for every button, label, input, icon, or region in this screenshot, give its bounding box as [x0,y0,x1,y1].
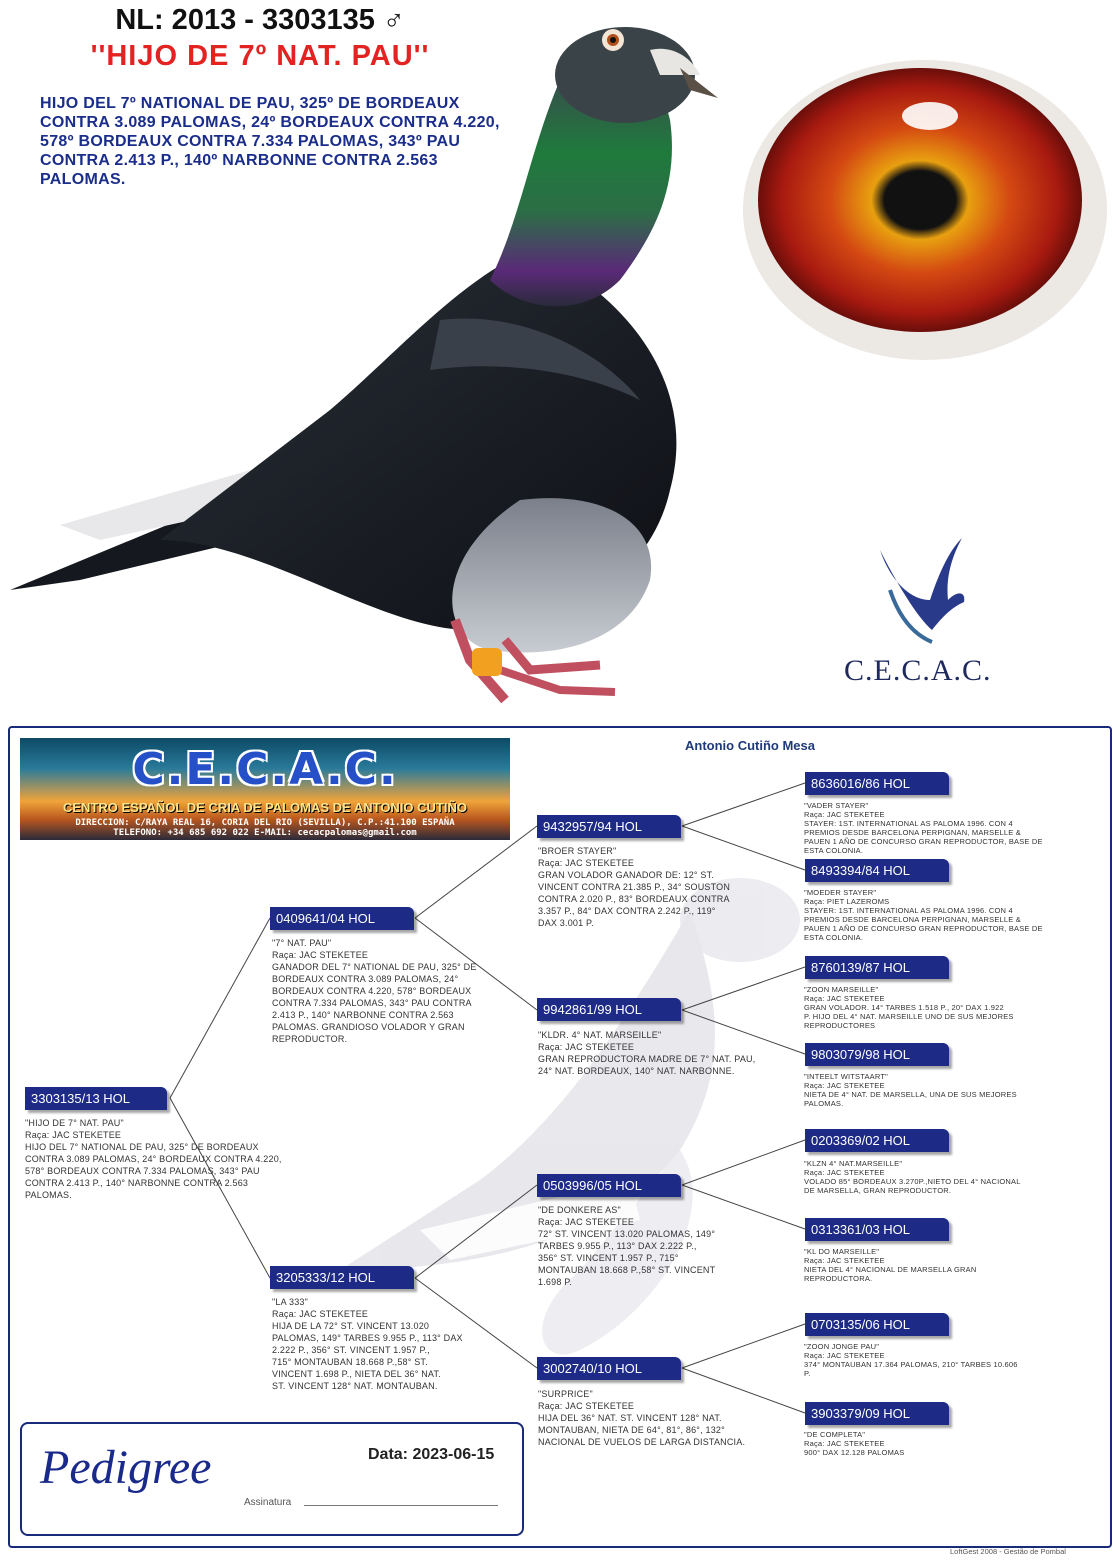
signature-line [304,1505,498,1506]
pedigree-node-mm[interactable]: 3002740/10 HOL [537,1357,681,1380]
pedigree-node-fmf[interactable]: 8760139/87 HOL [805,956,949,979]
pigeon-name-title: ''HIJO DE 7º NAT. PAU'' [90,40,430,72]
brand-logo-text: C.E.C.A.C. [844,654,992,687]
pedigree-node-mf[interactable]: 0503996/05 HOL [537,1174,681,1197]
pigeon-ring-title: NL: 2013 - 3303135 ♂ [115,4,405,36]
pedigree-text-mf: "DE DONKERE AS" Raça: JAC STEKETEE 72° ST. VINCENT 13.020 PALOMAS, 149° TARBES 9.955 P., 113° DAX 2.222 P., 356° ST. VINCENT 1.957 P., 715° MONTAUBAN 18.668 P.,58° ST. VINCENT 1.698 P. [538,1205,716,1287]
pedigree-text-mother: "LA 333" Raça: JAC STEKETEE HIJA DE LA 72° ST. VINCENT 13.020 PALOMAS, 149° TARBES 9.955 P., 113° DAX 2.222 P., 356° ST. VINCENT 1.957 P., 715° MONTAUBAN 18.668 P.,58° ST. VINCENT 1.698 P., NIETA DEL 36° NAT. ST. VINCENT 128° NAT. MONTAUBAN. [272,1297,463,1391]
pedigree-text-ff: "BROER STAYER" Raça: JAC STEKETEE GRAN VOLADOR GANADOR DE: 12° ST. VINCENT CONTRA 21.385 P., 34° SOUSTON CONTRA 2.020 P., 83° BORDEAUX CONTRA 3.357 P., 84° DAX CONTRA 2.242 P., 119° DAX 3.001 P. [538,846,731,928]
owner-name: Antonio Cutiño Mesa [685,738,815,753]
pedigree-text-fm: "KLDR. 4° NAT. MARSEILLE" Raça: JAC STEKETEE GRAN REPRODUCTORA MADRE DE 7° NAT. PAU, 24° NAT. BORDEAUX, 140° NAT. NARBONNE. [538,1030,756,1076]
pedigree-text-ffm: "MOEDER STAYER" Raça: PIET LAZEROMS STAYER: 1ST. INTERNATIONAL AS PALOMA 1996. CON 4 PREMIOS DESDE BARCELONA PERPIGNAN, MARSELLE & PAUEN 1 AÑO DE CONCURSO GRAN REPRODUCTOR, BASE DE ESTA COLONIA. [804,888,1043,942]
banner-address: DIRECCION: C/RAYA REAL 16, CORIA DEL RIO (SEVILLA), C.P.:41.100 ESPAÑA [75,818,455,828]
pedigree-text-mff: "KLZN 4° NAT.MARSEILLE" Raça: JAC STEKETEE VOLADO 85° BORDEAUX 3.270P.,NIETO DEL 4° NACIONAL DE MARSELLA, GRAN REPRODUCTOR. [804,1159,1021,1195]
pedigree-node-ffm[interactable]: 8493394/84 HOL [805,859,949,882]
banner-contact: TELEFONO: +34 685 692 022 E-MAIL: cecacpalomas@gmail.com [113,828,417,838]
pedigree-node-fff[interactable]: 8636016/86 HOL [805,772,949,795]
pedigree-text-subject: "HIJO DE 7° NAT. PAU" Raça: JAC STEKETEE HIJO DEL 7° NATIONAL DE PAU, 325° DE BORDEAUX CONTRA 3.089 PALOMAS, 24° BORDEAUX CONTRA 4.220, 578° BORDEAUX CONTRA 7.334 PALOMAS, 343° PAU CONTRA 2.413 P., 140° NARBONNE CONTRA 2.563 PALOMAS. [25,1118,282,1200]
pigeon-description: HIJO DEL 7º NATIONAL DE PAU, 325º DE BORDEAUX CONTRA 3.089 PALOMAS, 24º BORDEAUX CONTRA 4.220, 578º BORDEAUX CONTRA 7.334 PALOMAS, 343º PAU CONTRA 2.413 P., 140º NARBONNE CONTRA 2.563 PALOMAS. [40,95,500,188]
pedigree-text-mm: "SURPRICE" Raça: JAC STEKETEE HIJA DEL 36° NAT. ST. VINCENT 128° NAT. MONTAUBAN, NIETA DE 64°, 81°, 86°, 132° NACIONAL DE VUELOS DE LARGA DISTANCIA. [538,1389,746,1447]
pedigree-node-mmf[interactable]: 0703135/06 HOL [805,1313,949,1336]
pedigree-text-mfm: "KL DO MARSEILLE" Raça: JAC STEKETEE NIETA DEL 4° NACIONAL DE MARSELLA GRAN REPRODUCTORA. [804,1247,977,1283]
pedigree-node-mother[interactable]: 3205333/12 HOL [270,1266,414,1289]
pedigree-node-subject[interactable]: 3303135/13 HOL [25,1087,167,1110]
pedigree-text-father: "7° NAT. PAU" Raça: JAC STEKETEE GANADOR DEL 7° NATIONAL DE PAU, 325° DE BORDEAUX CONTRA 3.089 PALOMAS, 24° BORDEAUX CONTRA 4.220, 578° BORDEAUX CONTRA 7.334 PALOMAS, 343° PAU CONTRA 2.413 P., 140° NARBONNE CONTRA 2.563 PALOMAS. GRANDIOSO VOLADOR Y GRAN REPRODUCTOR. [272,938,477,1044]
pedigree-node-mff[interactable]: 0203369/02 HOL [805,1129,949,1152]
pedigree-text-fmf: "ZOON MARSEILLE" Raça: JAC STEKETEE GRAN VOLADOR. 14° TARBES 1.518 P., 20° DAX 1.922 P. HIJO DEL 4° NAT. MARSEILLE UNO DE SUS MEJORES REPRODUCTORES [804,985,1014,1030]
pedigree-node-fmm[interactable]: 9803079/98 HOL [805,1043,949,1066]
pedigree-node-mfm[interactable]: 0313361/03 HOL [805,1218,949,1241]
pedigree-text-mmf: "ZOON JONGE PAU" Raça: JAC STEKETEE 374° MONTAUBAN 17.364 PALOMAS, 210° TARBES 10.606 P. [804,1342,1018,1378]
banner-subtitle: CENTRO ESPAÑOL DE CRIA DE PALOMAS DE ANTONIO CUTIÑO [63,800,467,815]
pedigree-node-fm[interactable]: 9942861/99 HOL [537,998,681,1021]
banner-title: C.E.C.A.C. [132,744,398,795]
pedigree-text-fff: "VADER STAYER" Raça: JAC STEKETEE STAYER: 1ST. INTERNATIONAL AS PALOMA 1996. CON 4 PREMIOS DESDE BARCELONA PERPIGNAN, MARSELLE & PAUEN 1 AÑO DE CONCURSO GRAN REPRODUCTOR, BASE DE ESTA COLONIA. [804,801,1043,855]
pedigree-text-mmm: "DE COMPLETA" Raça: JAC STEKETEE 900° DAX 12.128 PALOMAS [804,1430,905,1457]
date-label: Data: 2023-06-15 [368,1446,495,1463]
pedigree-node-ff[interactable]: 9432957/94 HOL [537,815,681,838]
signature-label: Assinatura [244,1497,292,1508]
pedigree-node-father[interactable]: 0409641/04 HOL [270,907,414,930]
pedigree-text-fmm: "INTEELT WITSTAART" Raça: JAC STEKETEE NIETA DE 4° NAT. DE MARSELLA, UNA DE SUS MEJORES PALOMAS. [804,1072,1017,1108]
pedigree-label: Pedigree [40,1441,212,1494]
software-credit: LoftGest 2008 - Gestão de Pombal [950,1547,1066,1556]
pedigree-node-mmm[interactable]: 3903379/09 HOL [805,1402,949,1425]
